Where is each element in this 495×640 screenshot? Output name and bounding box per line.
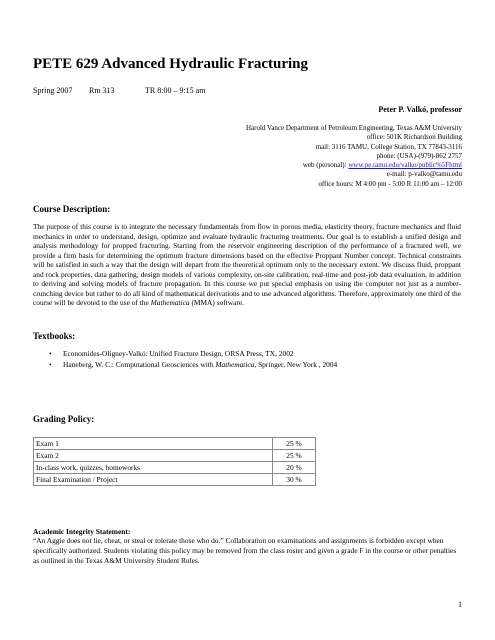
department: Harold Vance Department of Petroleum Engineering, Texas A&M University	[245, 124, 462, 132]
phone-number: phone: (USA)-(979)-862 2757	[376, 151, 462, 160]
table-row	[34, 438, 316, 450]
table-row	[34, 462, 316, 474]
grade-percent: 30 %	[273, 474, 316, 486]
bullet-icon: •	[49, 359, 52, 369]
textbooks-heading: Textbooks:	[33, 331, 76, 341]
grade-item: In-class work, quizzes, homeworks	[34, 462, 273, 474]
grade-item: Exam 1	[34, 438, 273, 450]
email: e-mail: p-valko@tamu.edu	[386, 170, 462, 179]
web-line	[246, 161, 462, 170]
integrity-heading: Academic Integrity Statement:	[33, 527, 131, 536]
grade-percent: 25 %	[273, 438, 316, 450]
page-title: PETE 629 Advanced Hydraulic Fracturing	[33, 56, 309, 72]
office-hours: office hours: M 4:00 pm - 5:00 R 11:00 am – 12:00	[318, 179, 462, 188]
textbook-list	[33, 349, 337, 370]
grade-percent: 20 %	[273, 462, 316, 474]
textbook-item: • Haneberg, W. C.: Computational Geosciences with Mathematica, Springer, New York , 2004	[49, 359, 338, 369]
web-label: web (personal):	[302, 161, 349, 170]
description-part-2: (MMA) software.	[189, 298, 244, 308]
schedule-line	[33, 86, 205, 95]
web-link[interactable]: www.pe.tamu.edu/valko/public%5Fhtml	[348, 161, 462, 170]
textbook-item: • Economides-Oligney-Valkó: Unified Fracture Design, ORSA Press, TX, 2002	[49, 349, 294, 358]
table-row	[34, 474, 316, 486]
room: Rm 313	[89, 86, 115, 95]
grade-item: Final Examination / Project	[34, 474, 273, 486]
grading-heading: Grading Policy:	[33, 414, 95, 424]
office-address: office: 501K Richardson Building	[366, 133, 462, 142]
professor-name: Peter P. Valkó, professor	[378, 105, 462, 114]
page-number: 1	[458, 600, 462, 609]
description-italic: Mathematica	[150, 298, 190, 308]
grade-item: Exam 2	[34, 450, 273, 462]
course-description-heading: Course Description:	[33, 204, 111, 214]
table-row	[34, 450, 316, 462]
semester: Spring 2007	[33, 86, 73, 95]
class-time: TR 8:00 – 9:15 am	[145, 86, 206, 95]
grading-table	[33, 437, 316, 486]
mail-address: mail: 3116 TAMU, College Station, TX 77843-3116	[315, 142, 462, 151]
course-description-text	[33, 222, 461, 308]
integrity-text: “An Aggie does not lie, cheat, or steal or tolerate those who do.” Collaboration on examinations and assignments is forbidden except when specifically authorized. Students violating this policy may be removed from the class roster and given a grade F in the course or other penalties as outlined in the Texas A&M University Student Rules.	[33, 536, 457, 565]
grade-percent: 25 %	[273, 450, 316, 462]
description-part-1: The purpose of this course is to integrate the necessary fundamentals from flow in porous media, elasticity theory, fracture mechanics and fluid mechanics in order to understand, design, optimize and evaluate hydraulic fracturing treatments. Our goal is to establish a unified design and analysis methodology for propped fracturing. Starting from the reservoir engineering description of the performance of a fractured well, we provide a firm basis for determining the optimum fracture dimensions based on the effective Proppant Number concept. Technical constraints will be satisfied in such a way that the design will depart from the theoretical optimum only to the necessary extent. We discuss fluid, proppant and rock properties, data gathering, design models of various complexity, on-site calibration, real-time and post-job data evaluation, in addition to deriving and solving models of fracture propagation. In this course we put special emphasis on using the computer not just as a number-crunching device but rather to do all kind of mathematical derivations and to use advanced algorithms. Therefore, approximately one third of the course will be devoted to the use of the	[33, 222, 461, 308]
bullet-icon: •	[49, 349, 52, 358]
contact-block	[246, 124, 462, 189]
